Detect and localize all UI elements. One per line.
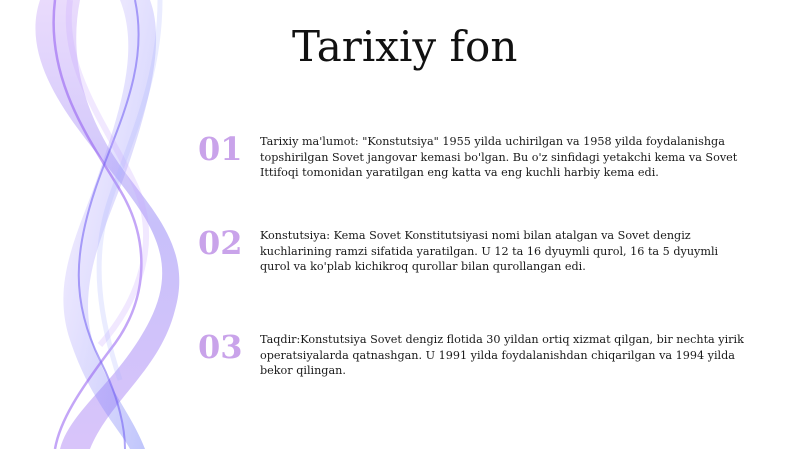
item-number: 01 [198,130,243,168]
item-text: Taqdir:Konstutsiya Sovet dengiz flotida 30 yildan ortiq xizmat qilgan, bir nechta yirik operatsiyalarda qatnashgan. U 1991 yilda foydalanishdan chiqarilgan va 1994 yilda bekor qilingan. [260,333,744,377]
item-number: 02 [198,224,243,262]
slide-title: Tarixiy fon [292,22,518,71]
item-text: Tarixiy ma'lumot: "Konstutsiya" 1955 yilda uchirilgan va 1958 yilda foydalanishga topshirilgan Sovet jangovar kemasi bo'lgan. Bu o'z sinfidagi yetakchi kema va Sovet Ittifoqi tomonidan yaratilgan eng katta va eng kuchli harbiy kema edi. [260,135,738,179]
decorative-smoke-ribbon [0,0,210,449]
item-number: 03 [198,328,243,366]
item-text: Konstutsiya: Kema Sovet Konstitutsiyasi nomi bilan atalgan va Sovet dengiz kuchlarining ramzi sifatida yaratilgan. U 12 ta 16 dyuymli qurol, 16 ta 5 dyuymli qurol va ko'plab kichikroq qurollar bilan qurollangan edi. [260,229,719,273]
